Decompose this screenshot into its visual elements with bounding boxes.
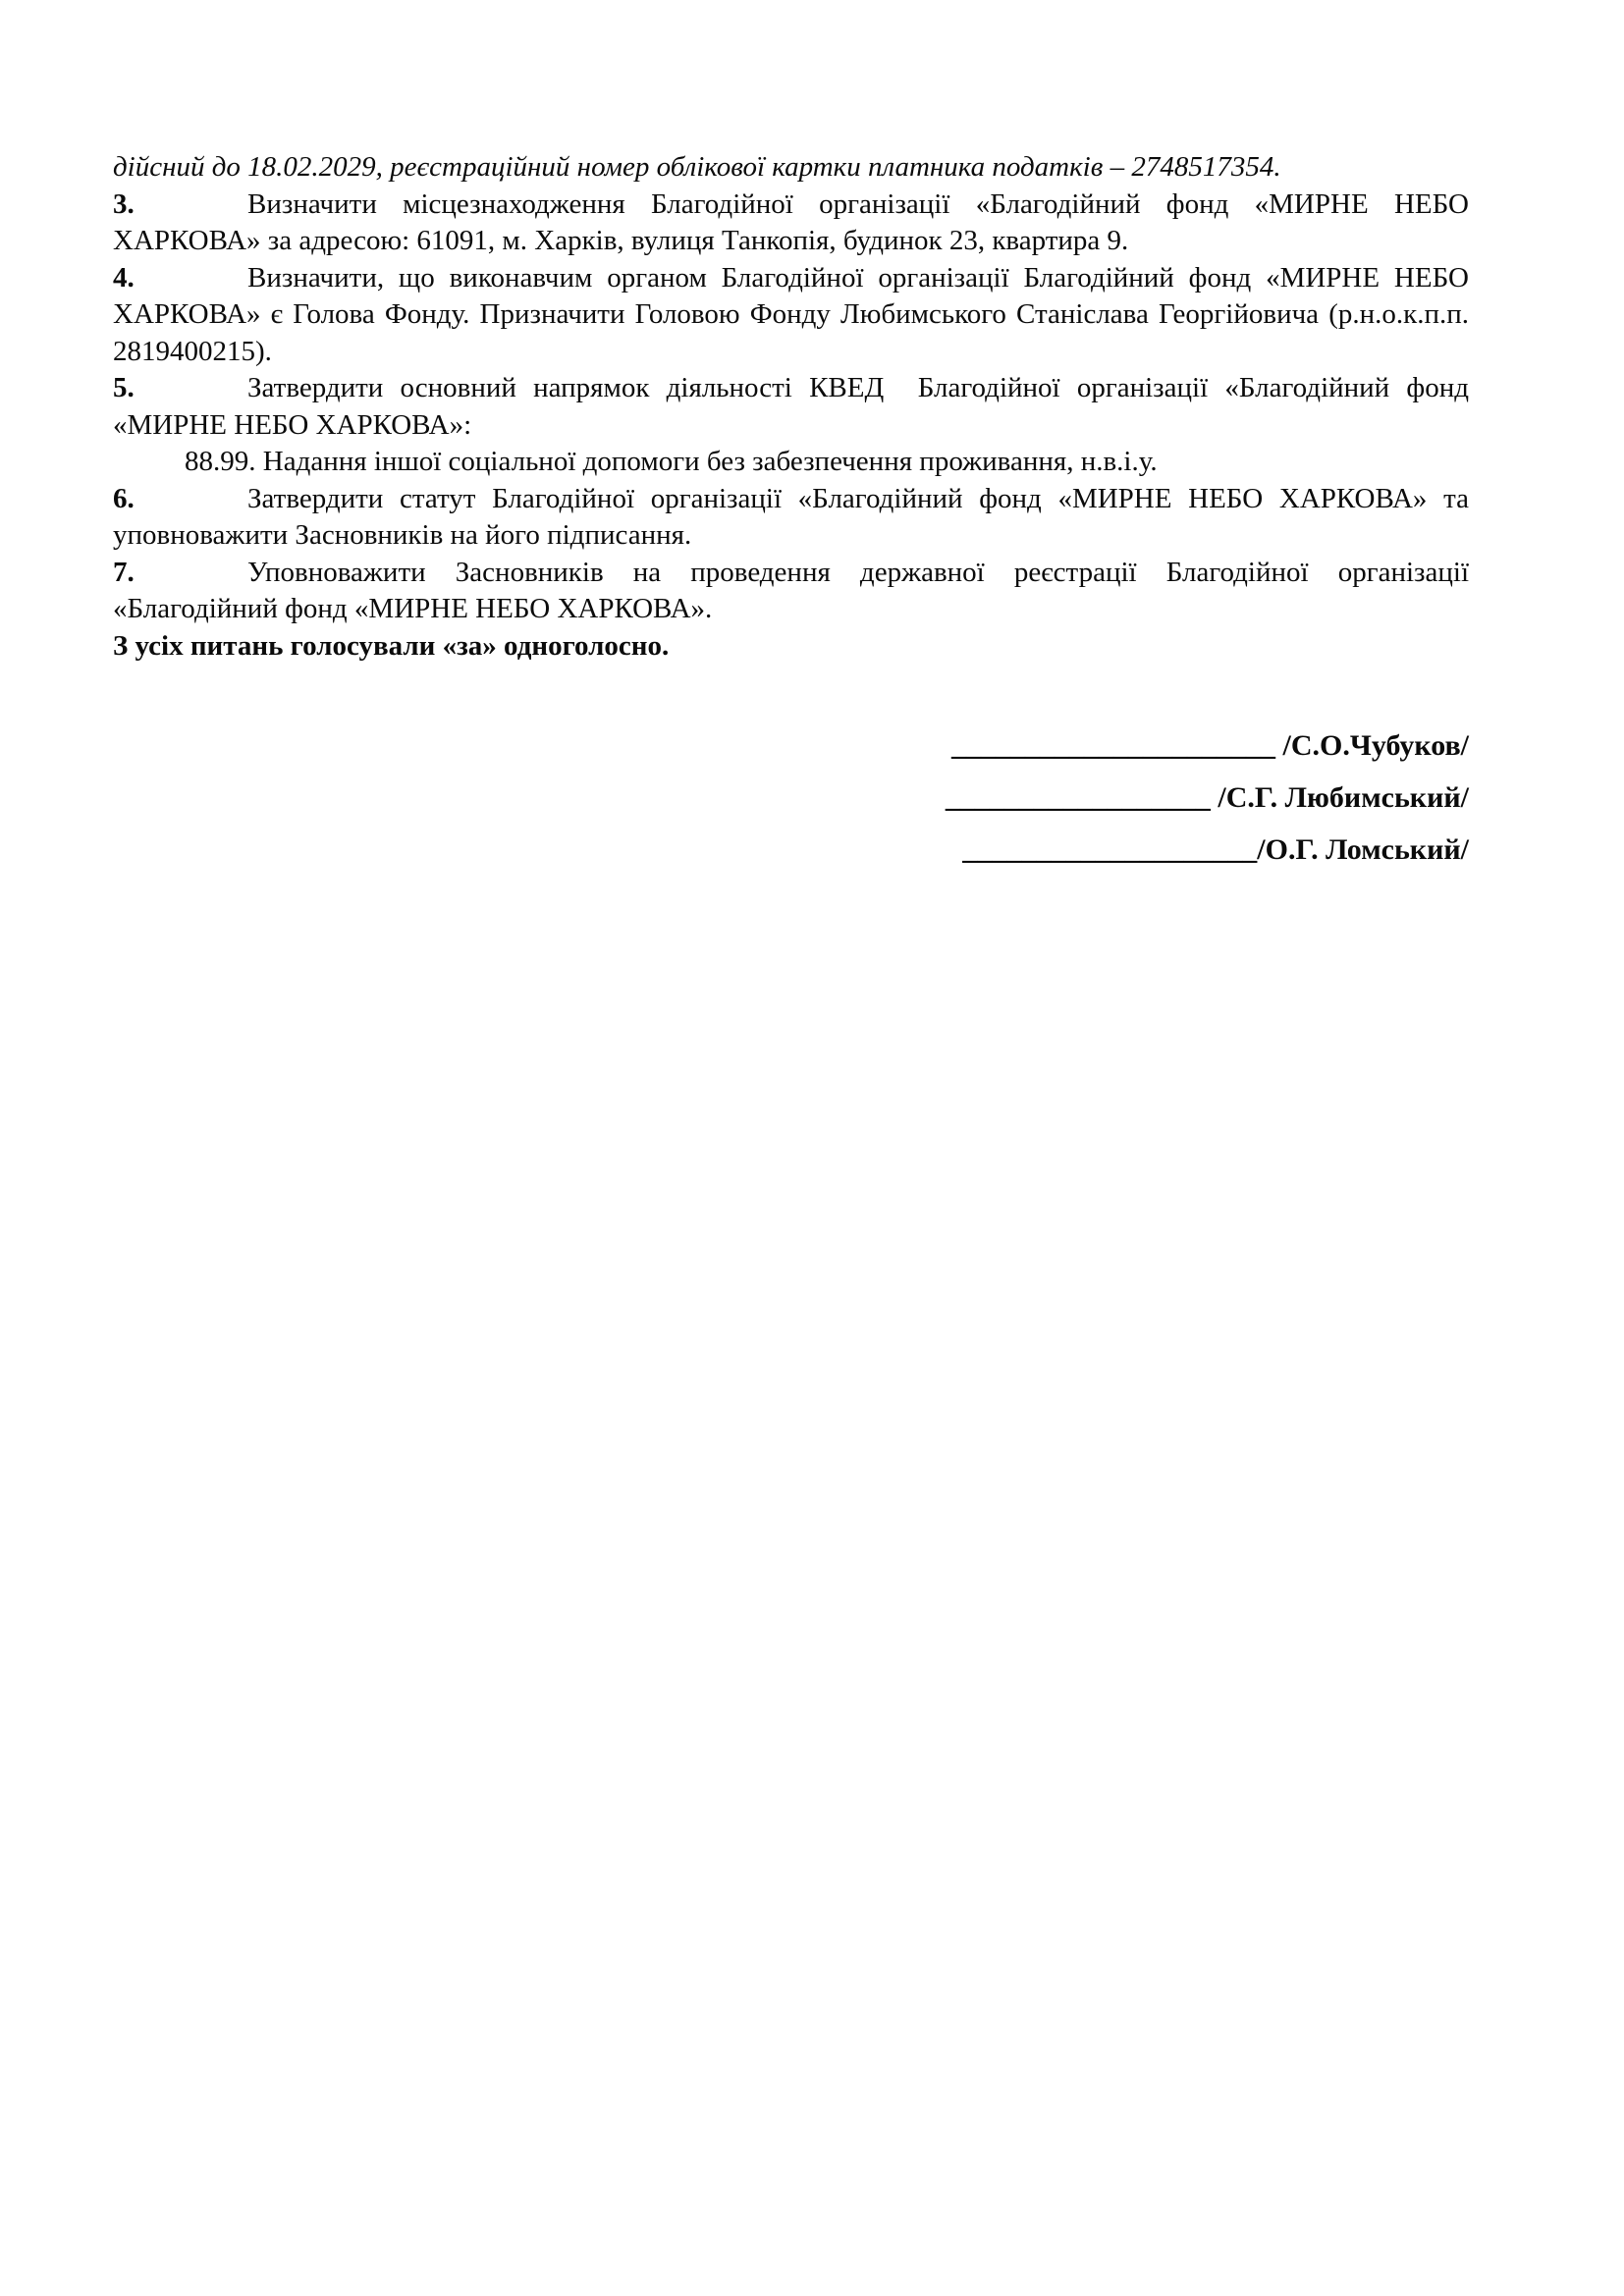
resolution-item-3: [113, 187, 1469, 260]
item-text: Затвердити основний напрямок діяльності КВЕД Благодійної організації «Благодійний фонд «МИРНЕ НЕБО ХАРКОВА»:: [113, 372, 1469, 441]
item-text: Затвердити статут Благодійної організації «Благодійний фонд «МИРНЕ НЕБО ХАРКОВА» та уповноважити Засновників на його підписання.: [113, 482, 1469, 551]
resolution-item-4: [113, 260, 1469, 371]
vote-result-line: З усіх питань голосували «за» одноголосно.: [113, 629, 670, 662]
signature-row: [113, 720, 1469, 772]
item-number: 6.: [113, 482, 135, 514]
item-number: 3.: [113, 187, 135, 220]
signature-line: __________________: [945, 781, 1211, 814]
resolution-item-6: [113, 481, 1469, 555]
signature-name: /С.Г. Любимський/: [1210, 781, 1469, 814]
signature-block: [113, 720, 1469, 876]
signature-name: /С.О.Чубуков/: [1275, 729, 1469, 762]
item-number: 7.: [113, 556, 135, 588]
signature-line: ______________________: [951, 729, 1275, 762]
item-number: 5.: [113, 372, 135, 403]
item-text: Визначити, що виконавчим органом Благодійної організації Благодійний фонд «МИРНЕ НЕБО ХАРКОВА» є Голова Фонду. Призначити Головою Фонду Любимського Станіслава Георгійовича (р.н.о.к.п.п. 2819400215).: [113, 261, 1469, 367]
item-number: 4.: [113, 261, 135, 294]
resolution-item-7: [113, 555, 1469, 628]
kved-activity-line: 88.99. Надання іншої соціальної допомоги без забезпечення проживання, н.в.і.у.: [185, 446, 1158, 477]
item-text: Уповноважити Засновників на проведення державної реєстрації Благодійної організації «Благодійний фонд «МИРНЕ НЕБО ХАРКОВА».: [113, 556, 1469, 624]
signature-name: /О.Г. Ломський/: [1257, 833, 1469, 866]
signature-row: [113, 772, 1469, 824]
signature-line: ____________________: [962, 833, 1258, 866]
resolution-item-5: [113, 370, 1469, 444]
item-text: Визначити місцезнаходження Благодійної організації «Благодійний фонд «МИРНЕ НЕБО ХАРКОВА» за адресою: 61091, м. Харків, вулиця Танкопія, будинок 23, квартира 9.: [113, 187, 1469, 256]
signature-row: [113, 824, 1469, 876]
paragraph-continuation: дійсний до 18.02.2029, реєстраційний номер облікової картки платника податків – 2748517354.: [113, 151, 1281, 183]
